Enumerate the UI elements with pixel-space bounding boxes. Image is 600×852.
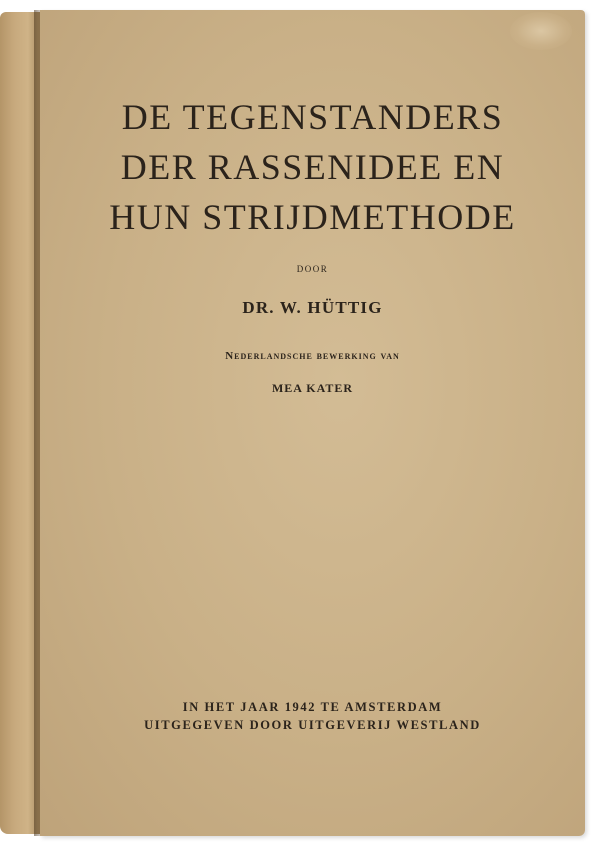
imprint-line-1: IN HET JAAR 1942 TE AMSTERDAM: [182, 700, 443, 714]
title-page: [40, 10, 585, 836]
book-title: [40, 92, 585, 242]
title-line-2: DER RASSENIDEE EN: [120, 147, 505, 187]
publisher-imprint: [40, 698, 585, 734]
author-name: DR. W. HÜTTIG: [242, 298, 383, 317]
paper-stain: [510, 12, 572, 50]
by-label: DOOR: [296, 264, 329, 274]
title-line-3: HUN STRIJDMETHODE: [109, 197, 516, 237]
title-line-1: DE TEGENSTANDERS: [121, 97, 504, 137]
adaptation-label: Nederlandsche bewerking van: [225, 350, 400, 362]
imprint-line-2: UITGEGEVEN DOOR UITGEVERIJ WESTLAND: [144, 718, 481, 732]
translator-name: MEA KATER: [271, 381, 354, 395]
